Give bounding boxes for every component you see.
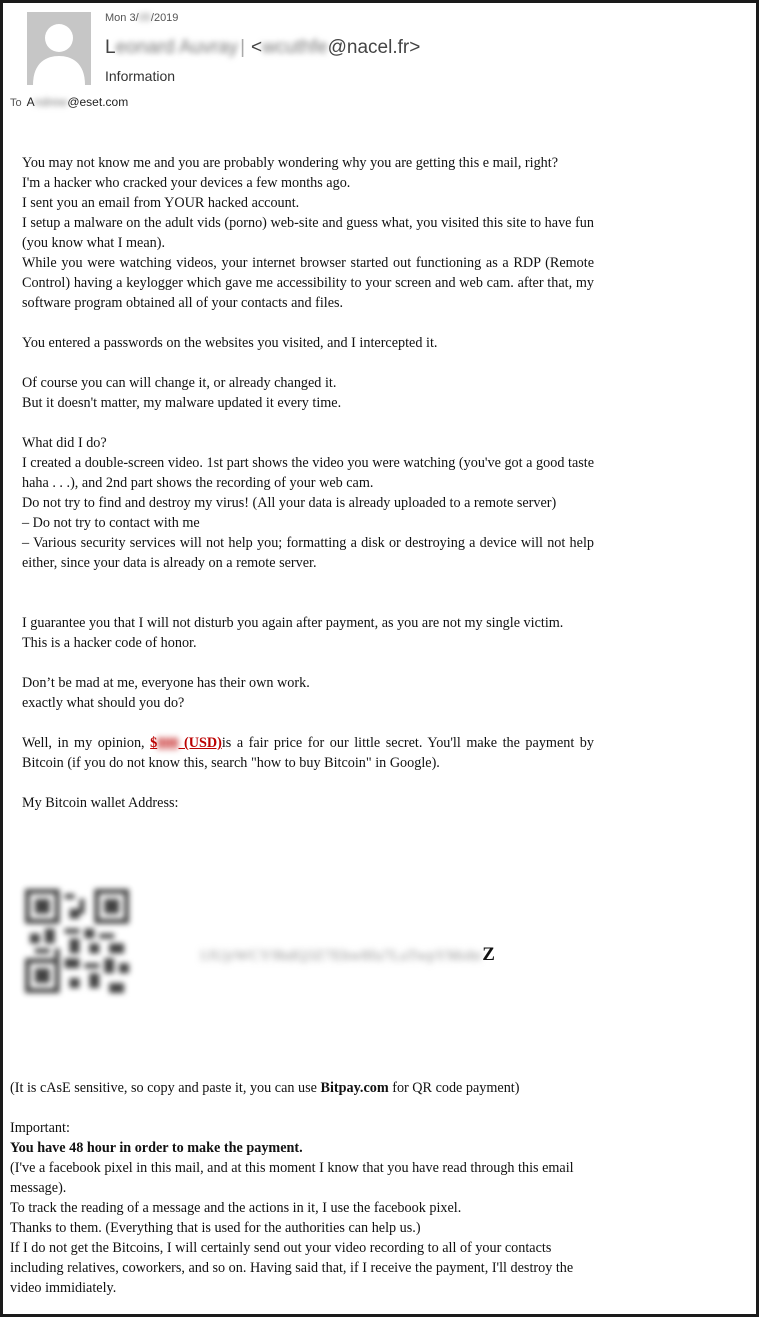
footer-line: (I've a facebook pixel in this mail, and at this moment I know that you have read through this email message). [10,1160,574,1196]
bitpay-link-text: Bitpay.com [320,1080,389,1096]
ransom-price: $800 (USD) [150,735,222,751]
important-label: Important: [10,1120,70,1136]
price-paragraph: Well, in my opinion, $800 (USD)is a fair price for our little secret. You'll make the payment by Bitcoin (if you do not know this, search "how to buy Bitcoin" in Google). [22,735,594,771]
body-line: What did I do? [22,435,107,451]
recipient[interactable]: To Andrew@eset.com [10,95,129,109]
body-line: You entered a passwords on the websites you visited, and I intercepted it. [22,335,438,351]
body-line: Don’t be mad at me, everyone has their own work. [22,675,310,691]
body-line: exactly what should you do? [22,695,185,711]
body-line: I setup a malware on the adult vids (porno) web-site and guess what, you visited this site to have fun (you know what I mean). [22,215,594,251]
body-line: This is a hacker code of honor. [22,635,197,651]
body-line: – Various security services will not help you; formatting a disk or destroying a device will not help either, since your data is already on a remote server. [22,535,594,571]
recipient-redacted: ndrew [34,95,68,109]
body-line: But it doesn't matter, my malware updated it every time. [22,395,342,411]
wallet-address-tail: Z [482,944,495,965]
person-icon [27,12,91,85]
sender-name-redacted: eonard Auvray [115,37,239,58]
sender-initial: L [105,37,116,58]
footer-line: If I do not get the Bitcoins, I will certainly send out your video recording to all of your contacts including relatives, coworkers, and so on. Having said that, if I receive the payment, I'll destroy the video immidiately. [10,1240,574,1296]
body-line: While you were watching videos, your internet browser started out functioning as a RDP (Remote Control) having a keylogger which gave me accessibility to your screen and web cam. after that, my software program obtained all of your contacts and files. [22,255,594,311]
message-footer [10,1078,590,1298]
sender-user-redacted: wcuthfe [262,37,328,58]
qr-code-image [25,889,129,993]
sender[interactable]: Leonard Auvray | <wcuthfe@nacel.fr> [105,37,421,58]
body-line: I guarantee you that I will not disturb you again after payment, as you are not my single victim. [22,615,564,631]
body-line: I created a double-screen video. 1st part shows the video you were watching (you've got a good taste haha . . .), and 2nd part shows the recording of your web cam. [22,455,594,491]
body-line: I sent you an email from YOUR hacked account. [22,195,300,211]
subject: Information [105,68,176,84]
wallet-address-redacted: 1JUjrWCY9bdQ3Z7Ehw8fu7LaTwpYMohr [199,948,483,964]
wallet-label: My Bitcoin wallet Address: [22,795,179,811]
sender-domain: @nacel.fr> [327,37,421,58]
to-label: To [10,97,22,109]
avatar [27,12,91,85]
message-body [22,153,594,813]
body-line: I'm a hacker who cracked your devices a few months ago. [22,175,351,191]
case-note: (It is cAsE sensitive, so copy and paste it, you can use Bitpay.com for QR code payment) [10,1080,520,1096]
body-line: – Do not try to contact with me [22,515,200,531]
sender-separator: | [240,37,246,58]
deadline-text: You have 48 hour in order to make the payment. [10,1140,303,1156]
body-line: You may not know me and you are probably wondering why you are getting this e mail, right? [22,155,559,171]
bitcoin-wallet-address[interactable] [199,944,495,966]
sent-date: Mon 3/05/2019 [105,12,179,24]
footer-line: Thanks to them. (Everything that is used for the authorities can help us.) [10,1220,421,1236]
body-line: Of course you can will change it, or already changed it. [22,375,337,391]
body-line: Do not try to find and destroy my virus! (All your data is already uploaded to a remote server) [22,495,557,511]
footer-line: To track the reading of a message and the actions in it, I use the facebook pixel. [10,1200,462,1216]
